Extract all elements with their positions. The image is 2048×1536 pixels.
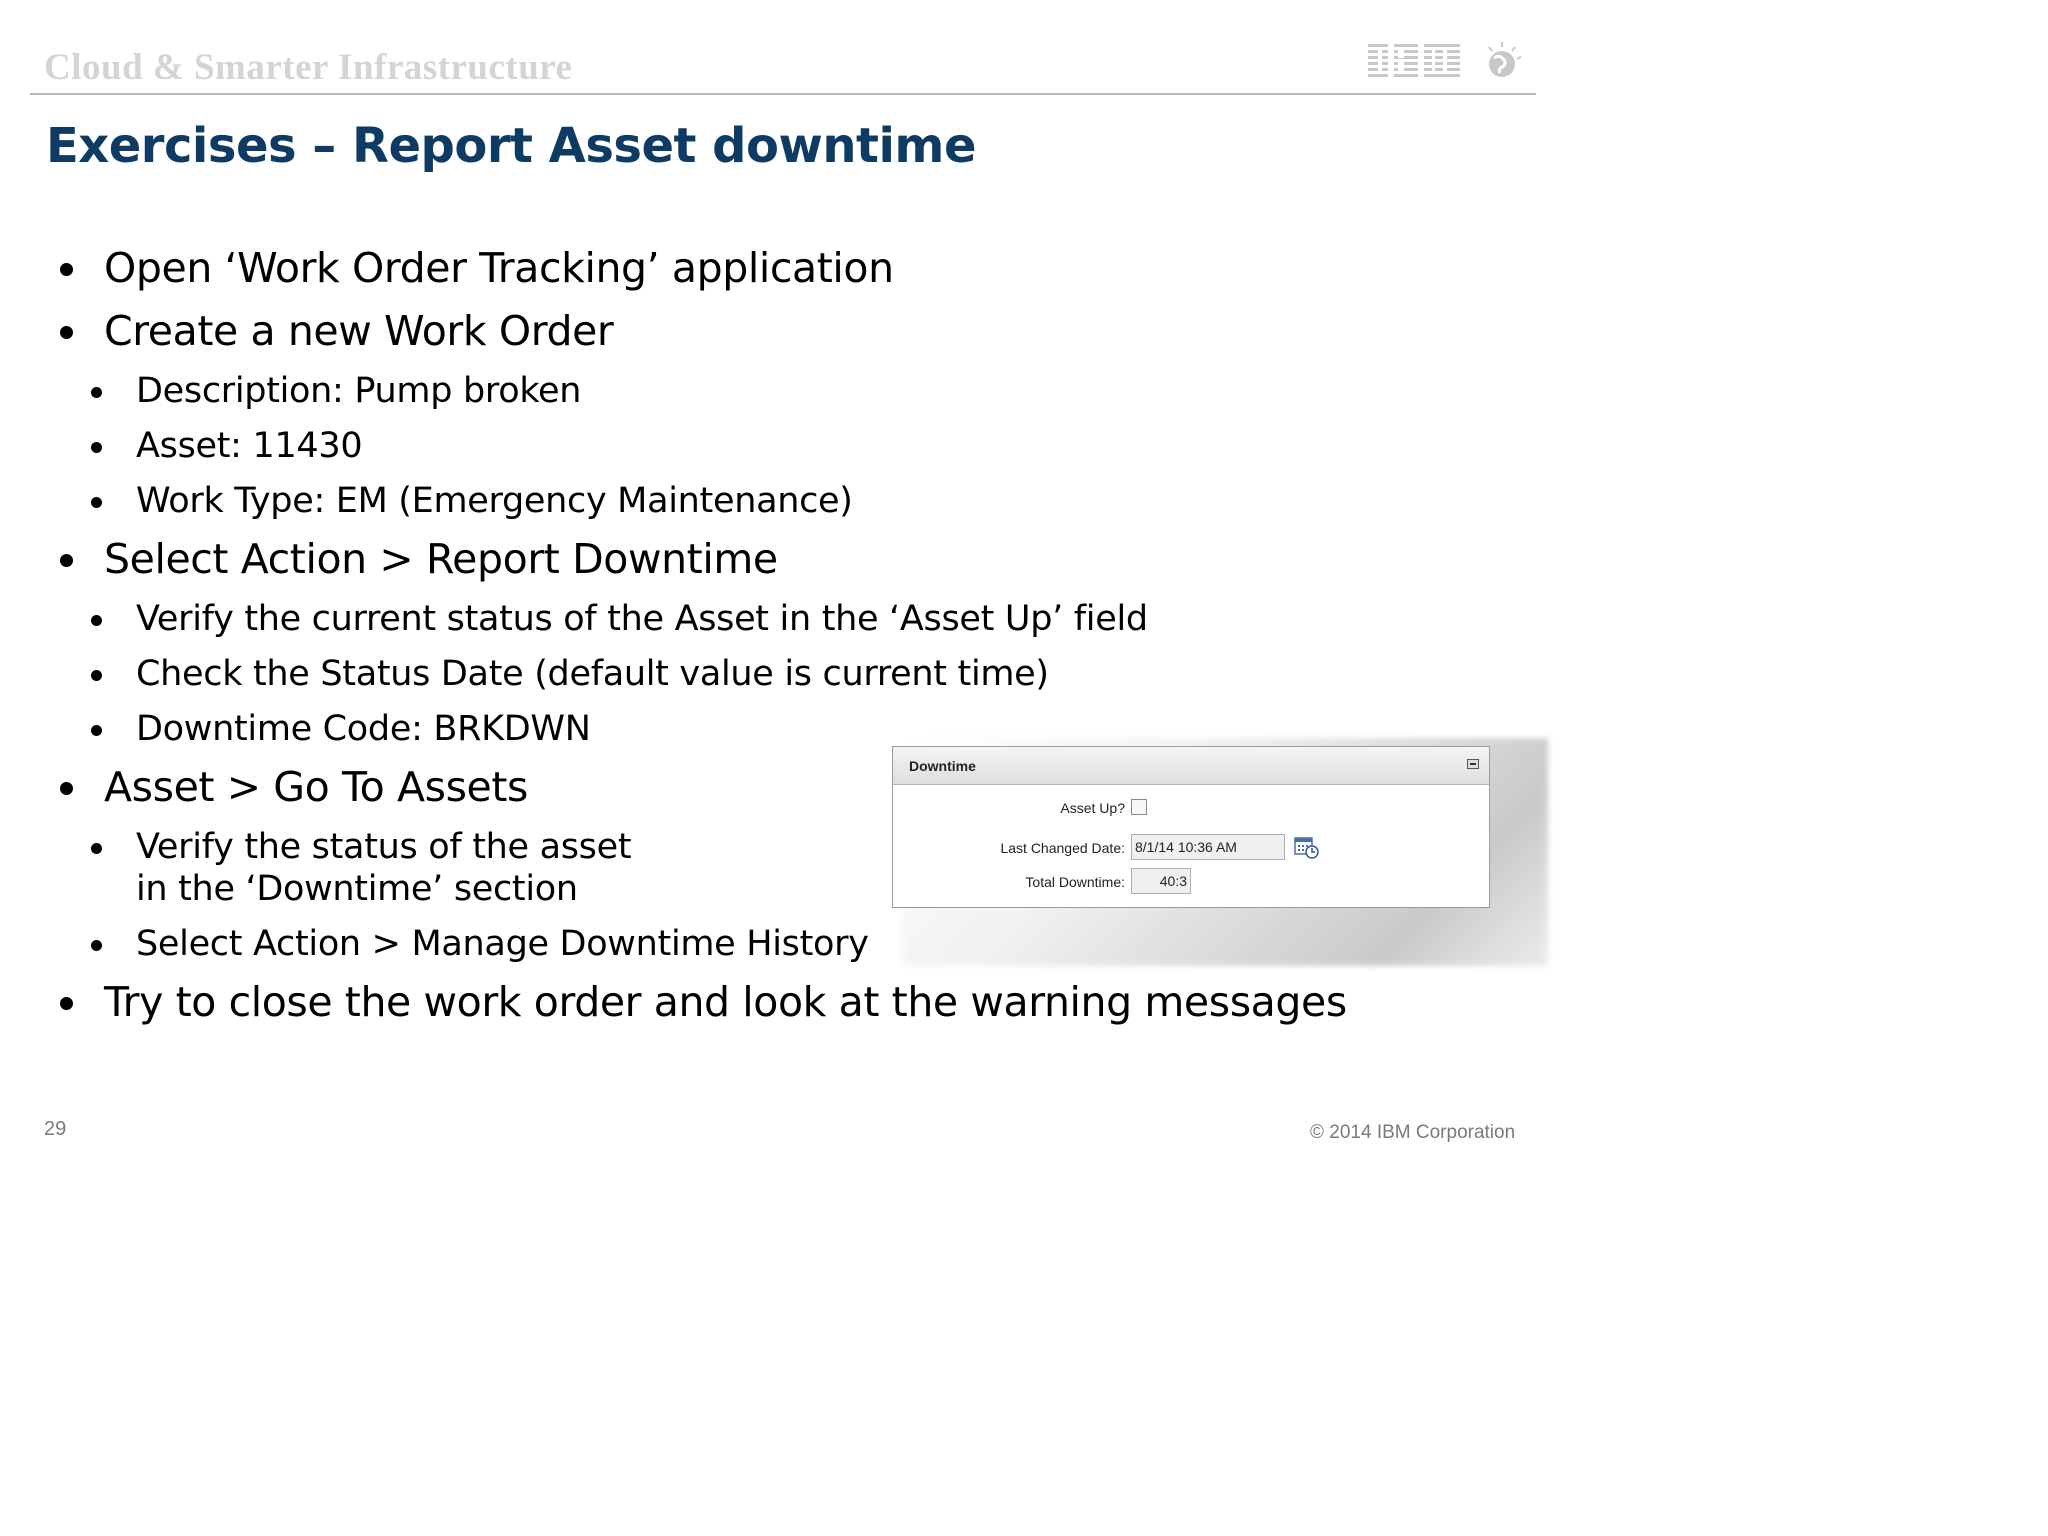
sub-bullet-dot [91,442,102,453]
bullet-open-wot: Open ‘Work Order Tracking’ application [104,244,894,292]
bullet-dot [60,782,73,795]
ibm-logo [1364,40,1524,84]
sub-bullet-work-type: Work Type: EM (Emergency Maintenance) [136,481,853,521]
slide-title: Exercises – Report Asset downtime [46,118,976,174]
last-changed-date-field[interactable]: 8/1/14 10:36 AM [1131,834,1285,860]
sub-bullet-asset: Asset: 11430 [136,426,363,466]
bullet-go-to-assets: Asset > Go To Assets [104,763,529,811]
calendar-clock-icon[interactable] [1293,835,1321,861]
bullet-dot [60,326,73,339]
bullet-dot [60,997,73,1010]
sub-bullet-dot [91,725,102,736]
sub-bullet-description: Description: Pump broken [136,371,582,411]
sub-bullet-dot [91,940,102,951]
asset-up-label: Asset Up? [1060,800,1125,816]
total-downtime-label: Total Downtime: [1025,874,1125,890]
sub-bullet-downtime-code: Downtime Code: BRKDWN [136,709,591,749]
sub-bullet-manage-history: Select Action > Manage Downtime History [136,924,869,964]
copyright: © 2014 IBM Corporation [1310,1122,1516,1143]
asset-up-checkbox[interactable] [1131,799,1147,815]
brand-title: Cloud & Smarter Infrastructure [44,47,573,88]
page-number: 29 [44,1118,67,1140]
downtime-panel [892,746,1490,908]
total-downtime-field[interactable]: 40:3 [1131,868,1191,894]
bullet-close-wo: Try to close the work order and look at the warning messages [104,978,1347,1026]
bullet-report-downtime: Select Action > Report Downtime [104,535,778,583]
sub-bullet-verify-asset-up: Verify the current status of the Asset in the ‘Asset Up’ field [136,599,1148,639]
header-divider [30,93,1536,95]
downtime-panel-title: Downtime [909,758,976,774]
sub-bullet-dot [91,843,102,854]
sub-bullet-verify-status-cont: in the ‘Downtime’ section [136,869,578,909]
sub-bullet-dot [91,670,102,681]
collapse-icon[interactable] [1467,759,1479,769]
bullet-dot [60,554,73,567]
sub-bullet-verify-status: Verify the status of the asset [136,827,632,867]
bullet-create-wo: Create a new Work Order [104,307,614,355]
bullet-dot [60,263,73,276]
sub-bullet-dot [91,497,102,508]
last-changed-date-label: Last Changed Date: [1000,840,1125,856]
downtime-panel-header [893,747,1489,785]
sub-bullet-dot [91,387,102,398]
sub-bullet-status-date: Check the Status Date (default value is current time) [136,654,1049,694]
sub-bullet-dot [91,615,102,626]
